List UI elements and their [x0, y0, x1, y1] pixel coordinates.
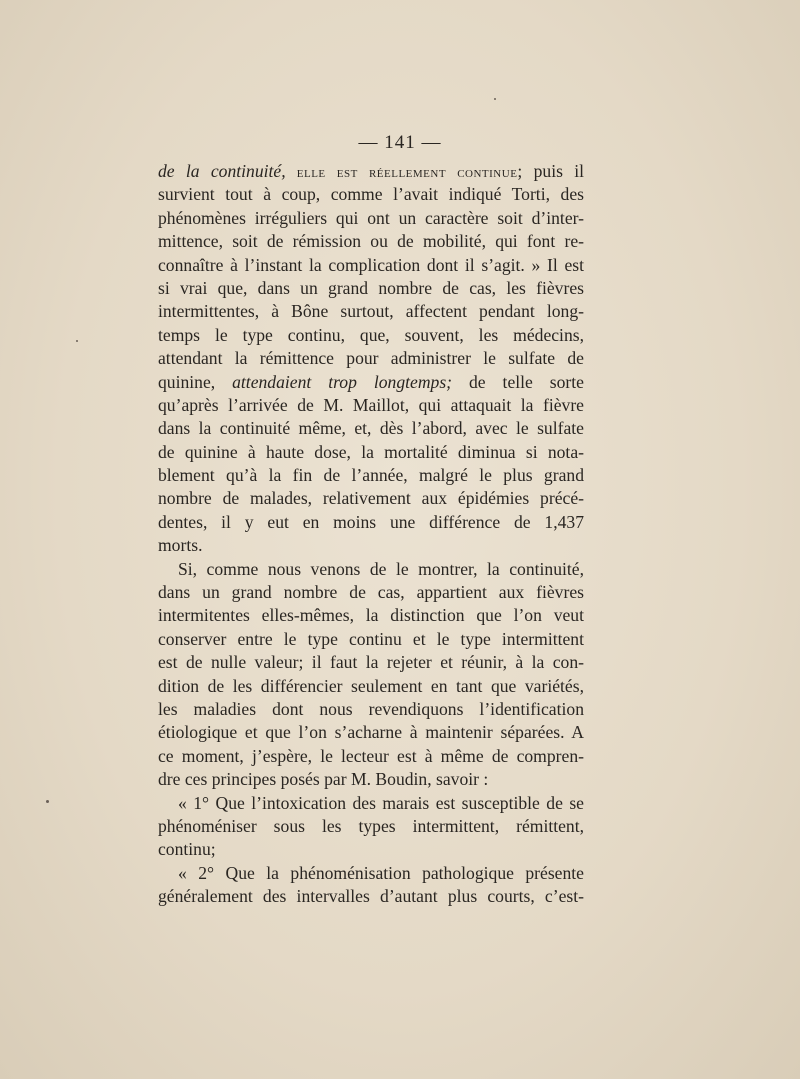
- text-line: mittence, soit de rémission ou de mobilité, qui font re-: [158, 231, 584, 252]
- text-line: nombre de malades, relativement aux épidémies précé-: [158, 488, 584, 509]
- text-fragment: de telle sorte: [452, 371, 584, 392]
- text-line: conserver entre le type continu et le type intermittent: [158, 628, 584, 649]
- paper-speck: [46, 800, 49, 803]
- text-line: blement qu’à la fin de l’année, malgré le plus grand: [158, 465, 584, 486]
- paper-speck: [494, 98, 496, 100]
- text-line: [158, 371, 584, 394]
- text-line: continu;: [158, 839, 216, 860]
- text-line: dentes, il y eut en moins une différence de 1,437: [158, 511, 584, 532]
- text-line: intermittentes, à Bône surtout, affectent pendant long-: [158, 301, 584, 322]
- text-line: phénomènes irréguliers qui ont un caractère soit d’inter-: [158, 207, 584, 228]
- text-line: [158, 160, 584, 183]
- page-number: — 141 —: [358, 132, 442, 153]
- text-line: phénoméniser sous les types intermittent, rémittent,: [158, 815, 584, 836]
- italic-phrase: de la continuité,: [158, 161, 286, 181]
- italic-phrase: attendaient trop longtemps;: [232, 371, 453, 392]
- text-line: intermitentes elles-mêmes, la distinction que l’on veut: [158, 605, 584, 626]
- text-line: qu’après l’arrivée de M. Maillot, qui attaquait la fièvre: [158, 394, 584, 415]
- text-fragment: ; puis il: [517, 161, 584, 181]
- text-line: attendant la rémittence pour administrer le sulfate de: [158, 348, 584, 369]
- text-line: morts.: [158, 535, 203, 556]
- text-line: ce moment, j’espère, le lecteur est à même de compren-: [158, 745, 584, 766]
- small-caps-phrase: elle est réellement continue: [285, 165, 518, 181]
- list-item-first-line: « 2° Que la phénoménisation pathologique présente: [178, 862, 584, 883]
- paper-speck: [76, 340, 78, 342]
- text-line: dans la continuité même, et, dès l’abord, avec le sulfate: [158, 418, 584, 439]
- text-line: survient tout à coup, comme l’avait indiqué Torti, des: [158, 184, 584, 205]
- text-line: est de nulle valeur; il faut la rejeter et réunir, à la con-: [158, 652, 584, 673]
- text-line: si vrai que, dans un grand nombre de cas, les fièvres: [158, 277, 584, 298]
- text-line: dans un grand nombre de cas, appartient aux fièvres: [158, 582, 584, 603]
- text-line: connaître à l’instant la complication dont il s’agit. » Il est: [158, 254, 584, 275]
- text-line: étiologique et que l’on s’acharne à maintenir séparées. A: [158, 722, 584, 743]
- text-fragment: quinine,: [158, 371, 233, 392]
- body-text: [158, 160, 584, 909]
- text-line: généralement des intervalles d’autant plus courts, c’est-: [158, 886, 584, 907]
- paragraph-first-line: Si, comme nous venons de le montrer, la continuité,: [178, 558, 584, 579]
- text-line: de quinine à haute dose, la mortalité diminua si nota-: [158, 441, 584, 462]
- text-line: les maladies dont nous revendiquons l’identification: [158, 698, 584, 719]
- text-line: dre ces principes posés par M. Boudin, savoir :: [158, 769, 489, 790]
- text-line: dition de les différencier seulement en tant que variétés,: [158, 675, 584, 696]
- text-line: temps le type continu, que, souvent, les médecins,: [158, 324, 584, 345]
- list-item-first-line: « 1° Que l’intoxication des marais est susceptible de se: [178, 792, 584, 813]
